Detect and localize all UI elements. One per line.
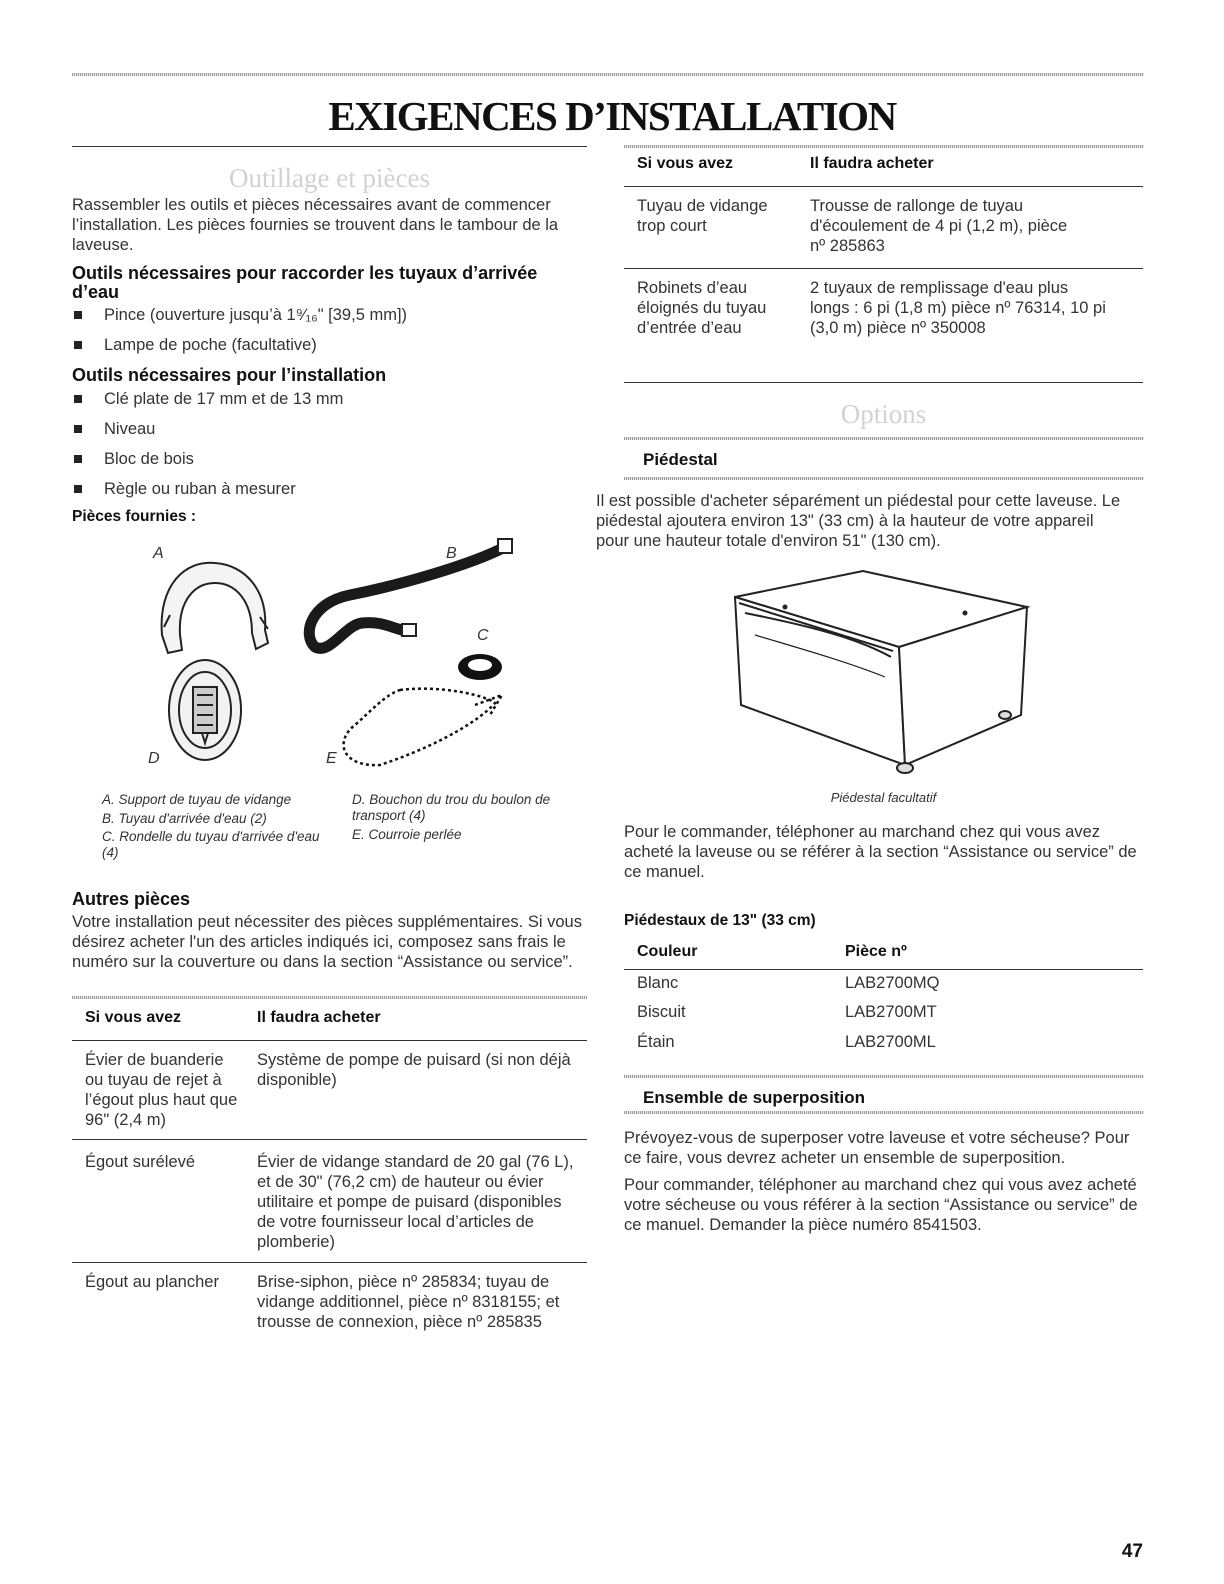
caption-part-d: D. Bouchon du trou du boulon de transport (4) <box>352 792 551 823</box>
table-cell-have: Tuyau de vidange trop court <box>637 197 768 235</box>
left-section-rule <box>72 146 587 147</box>
part-label-b: B <box>446 545 457 562</box>
pedestal-heading-top-rule <box>624 437 1144 440</box>
right-table-top-rule <box>624 145 1144 148</box>
left-table-header-rule <box>72 1040 587 1041</box>
tools-install-heading: Outils nécessaires pour l’installation <box>72 365 387 385</box>
list-item: Bloc de bois <box>72 449 572 479</box>
pedestals-heading: Piédestaux de 13" (33 cm) <box>624 912 816 929</box>
order-text: Pour le commander, téléphoner au marchand chez qui vous avez acheté la laveuse ou se référer à la section “Assistance ou service” de ce manuel. <box>624 823 1137 881</box>
table-cell-have: Égout au plancher <box>85 1273 219 1291</box>
pedestal-illustration <box>715 565 1035 780</box>
table-cell-buy: 2 tuyaux de remplissage d'eau plus longs : 6 pi (1,8 m) pièce nº 76314, 10 pi (3,0 m) pièce nº 350008 <box>810 279 1106 337</box>
list-item: Règle ou ruban à mesurer <box>72 479 572 509</box>
part-label-d: D <box>148 750 160 767</box>
stack-heading: Ensemble de superposition <box>643 1088 865 1107</box>
left-table-top-rule <box>72 996 587 999</box>
table-cell-buy: Évier de vidange standard de 20 gal (76 L), et de 30" (76,2 cm) de hauteur ou évier utilitaire et pompe de puisard (disponibles de votre fournisseur local d’articles de plomberie) <box>257 1153 574 1251</box>
beaded-strap-icon <box>344 689 502 765</box>
top-rule <box>72 73 1144 76</box>
hose-washer-icon <box>458 654 502 680</box>
right-table-bottom-rule <box>624 382 1143 383</box>
left-table-header-have: Si vous avez <box>85 1009 182 1026</box>
right-table-row-rule <box>624 268 1143 269</box>
caption-part-e: E. Courroie perlée <box>352 827 462 842</box>
pedestal-part: LAB2700MT <box>845 1003 937 1021</box>
drain-hose-support-icon <box>162 563 268 653</box>
list-item: Clé plate de 17 mm et de 13 mm <box>72 389 572 419</box>
parts-illustration <box>140 535 540 780</box>
list-item: Niveau <box>72 419 572 449</box>
page-number: 47 <box>1121 1541 1143 1562</box>
pedestal-heading: Piédestal <box>643 450 718 469</box>
tools-water-heading: Outils nécessaires pour raccorder les tuyaux d’arrivée d’eau <box>72 263 538 302</box>
pedestal-caption: Piédestal facultatif <box>830 790 937 805</box>
list-item: Pince (ouverture jusqu’à 1⁹⁄₁₆" [39,5 mm]) <box>72 305 572 335</box>
left-table-row-rule <box>72 1139 587 1140</box>
pedestal-part: LAB2700ML <box>845 1033 936 1051</box>
pedestal-color: Blanc <box>637 974 679 992</box>
table-cell-have: Robinets d’eau éloignés du tuyau d’entrée d’eau <box>637 279 767 337</box>
table-cell-buy: Système de pompe de puisard (si non déjà disponible) <box>257 1051 571 1089</box>
other-parts-heading: Autres pièces <box>72 889 191 909</box>
pedestals-header-color: Couleur <box>637 943 698 960</box>
caption-part-b: B. Tuyau d'arrivée d'eau (2) <box>102 811 267 826</box>
stack-heading-bottom-rule <box>624 1111 1144 1114</box>
stack-heading-top-rule <box>624 1075 1144 1078</box>
caption-part-a: A. Support de tuyau de vidange <box>102 792 292 807</box>
pedestal-part: LAB2700MQ <box>845 974 940 992</box>
stack-text-2: Pour commander, téléphoner au marchand chez qui vous avez acheté votre sécheuse ou vous référer à la section “Assistance ou service” de ce manuel. Demander la pièce numéro 8541503. <box>624 1176 1138 1234</box>
left-table-row-rule <box>72 1262 587 1263</box>
pedestal-text: Il est possible d'acheter séparément un piédestal pour cette laveuse. Le piédestal ajoutera environ 13" (33 cm) à la hauteur de votre appareil pour une hauteur totale d'environ 51" (130 cm). <box>596 492 1121 550</box>
stack-text-1: Prévoyez-vous de superposer votre laveuse et votre sécheuse? Pour ce faire, vous devrez acheter un ensemble de superposition. <box>624 1129 1130 1167</box>
part-label-e: E <box>326 750 337 767</box>
part-label-a: A <box>153 545 164 562</box>
inlet-hose-icon <box>309 539 512 648</box>
table-cell-have: Évier de buanderie ou tuyau de rejet à l’égout plus haut que 96" (2,4 m) <box>85 1051 238 1129</box>
pedestal-color: Étain <box>637 1033 675 1051</box>
table-cell-have: Égout surélevé <box>85 1153 196 1171</box>
pedestals-header-rule <box>624 969 1143 970</box>
part-label-c: C <box>477 627 489 644</box>
intro-text: Rassembler les outils et pièces nécessaires avant de commencer l’installation. Les pièces fournies se trouvent dans le tambour de la laveuse. <box>72 196 559 254</box>
right-table-header-rule <box>624 186 1143 187</box>
tools-install-list <box>72 389 572 509</box>
parts-heading: Pièces fournies : <box>72 508 197 525</box>
list-item: Lampe de poche (facultative) <box>72 335 572 365</box>
table-cell-buy: Brise-siphon, pièce nº 285834; tuyau de vidange additionnel, pièce nº 8318155; et trousse de connexion, pièce nº 285835 <box>257 1273 560 1331</box>
page-title: EXIGENCES D’INSTALLATION <box>328 93 896 139</box>
left-table-header-buy: Il faudra acheter <box>257 1009 381 1026</box>
pedestal-icon <box>735 571 1027 773</box>
table-cell-buy: Trousse de rallonge de tuyau d'écoulement de 4 pi (1,2 m), pièce nº 285863 <box>810 197 1068 255</box>
pedestals-header-part: Pièce nº <box>845 943 907 960</box>
right-table-header-buy: Il faudra acheter <box>810 155 934 172</box>
section-title-options: Options <box>840 399 927 429</box>
pedestal-heading-bottom-rule <box>624 477 1144 480</box>
right-table-header-have: Si vous avez <box>637 155 734 172</box>
section-title-tools: Outillage et pièces <box>229 163 430 193</box>
pedestal-color: Biscuit <box>637 1003 686 1021</box>
caption-part-c: C. Rondelle du tuyau d'arrivée d'eau (4) <box>102 829 320 860</box>
tools-water-list <box>72 305 572 365</box>
other-parts-text: Votre installation peut nécessiter des pièces supplémentaires. Si vous désirez acheter l'un des articles indiqués ici, composez sans frais le numéro sur la couverture ou dans la section “Assistance ou service”. <box>72 913 582 971</box>
bolt-plug-icon <box>169 660 241 760</box>
